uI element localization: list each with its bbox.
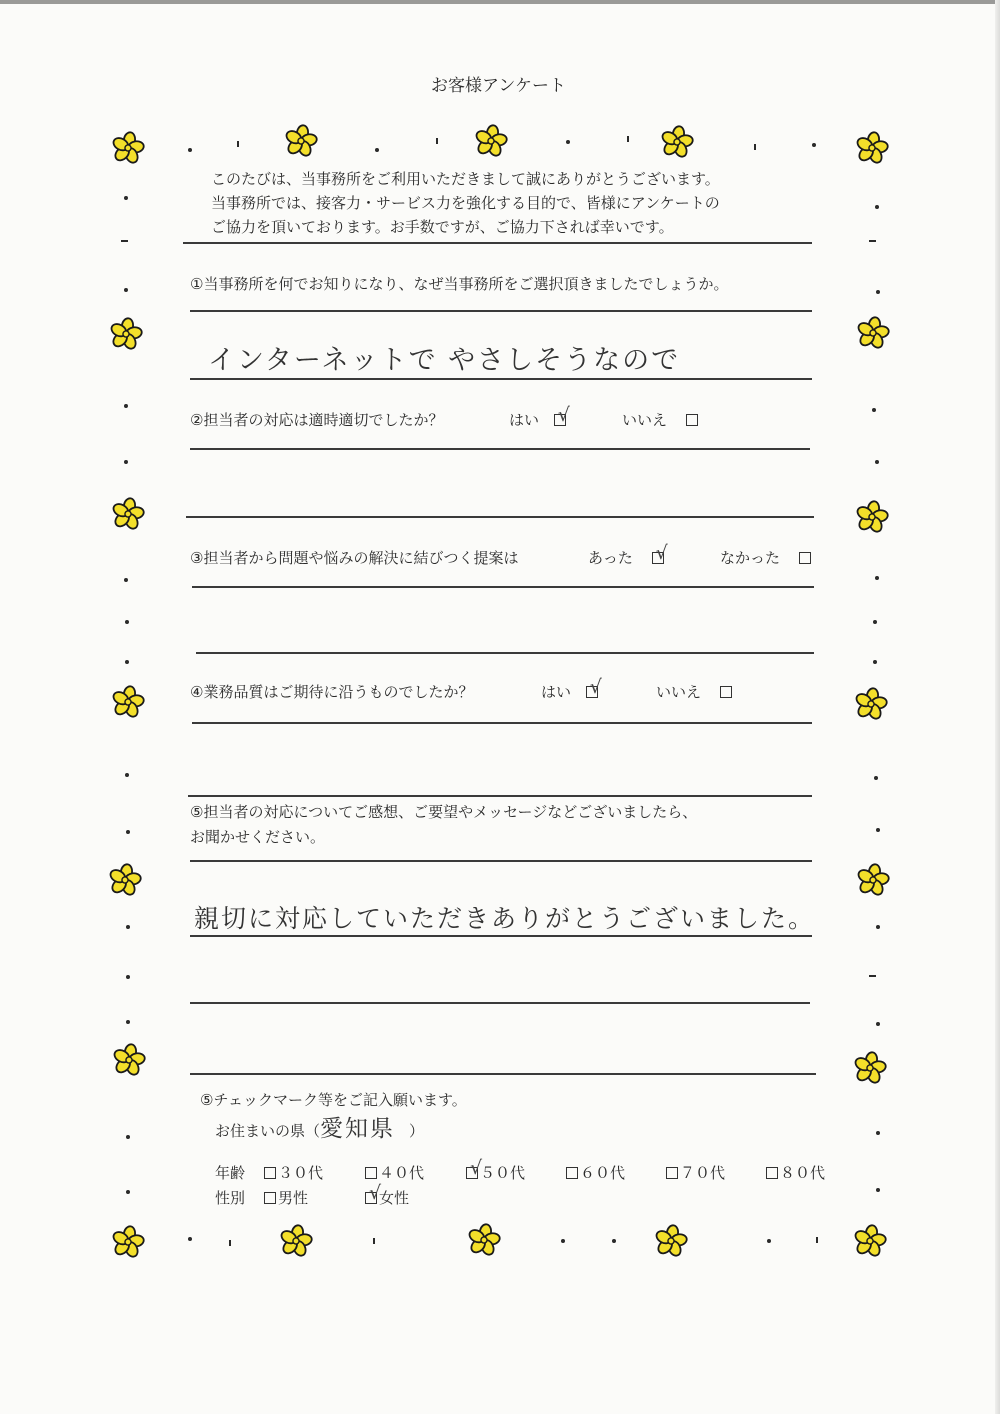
scan-edge-top	[0, 0, 1000, 4]
flower-center	[125, 511, 131, 517]
age-option-label: ７０代	[680, 1164, 726, 1182]
flower-center	[481, 1237, 487, 1243]
q5-rule-1	[190, 860, 812, 862]
age-checkbox[interactable]	[365, 1167, 377, 1179]
scan-edge-right	[995, 0, 1000, 1414]
border-dot	[126, 1190, 130, 1194]
border-dot	[124, 196, 128, 200]
flower-center	[488, 138, 494, 144]
flower-center	[674, 139, 680, 145]
q3-yes-check-mark: √	[655, 542, 668, 564]
q3-no-option	[720, 551, 813, 566]
flower-center	[125, 699, 131, 705]
age-option	[365, 1166, 424, 1181]
flower-icon	[473, 123, 509, 159]
q2-yes-label: はい	[509, 411, 540, 429]
flower-center	[869, 514, 875, 520]
age-check-mark: √	[470, 1157, 483, 1179]
age-label: 年齢	[215, 1164, 246, 1182]
age-checkbox[interactable]	[466, 1157, 483, 1179]
prefecture-close: ）	[409, 1122, 425, 1140]
border-dot	[124, 288, 128, 292]
border-dot	[876, 1131, 880, 1135]
intro-line-2: 当事務所では、接客力・サービス力を強化する目的で、皆様にアンケートの	[211, 194, 720, 212]
gender-label: 性別	[215, 1189, 246, 1207]
q3-yes-checkbox[interactable]	[652, 542, 668, 564]
flower-icon	[466, 1222, 502, 1258]
border-tick	[627, 136, 629, 142]
q4-rule-2	[188, 795, 812, 797]
gender-option-label: 男性	[278, 1189, 309, 1207]
border-dot	[126, 830, 130, 834]
flower-icon	[108, 316, 144, 352]
border-dot	[375, 148, 379, 152]
border-dot	[812, 143, 816, 147]
flower-icon	[278, 1223, 314, 1259]
border-dot	[126, 925, 130, 929]
q4-no-option	[656, 685, 734, 700]
flower-icon	[855, 862, 891, 898]
q2-no-option	[622, 413, 700, 428]
q4-question: ④業務品質はご期待に沿うものでしたか？	[190, 683, 474, 701]
flower-center	[870, 877, 876, 883]
flower-icon	[107, 862, 143, 898]
q2-rule-1	[190, 448, 810, 450]
flower-center	[867, 1238, 873, 1244]
border-tick	[373, 1238, 375, 1244]
flower-center	[123, 331, 129, 337]
border-dot	[126, 975, 130, 979]
gender-option	[264, 1191, 308, 1206]
flower-icon	[110, 684, 146, 720]
flower-center	[125, 145, 131, 151]
q4-yes-label: はい	[541, 683, 572, 701]
q2-yes-checkbox[interactable]	[554, 404, 570, 426]
survey-title: お客様アンケート	[431, 76, 566, 96]
border-dot	[876, 290, 880, 294]
q4-no-label: いいえ	[656, 683, 702, 701]
q2-no-label: いいえ	[622, 411, 668, 429]
q5-answer-handwritten: 親切に対応していただきありがとうございました。	[194, 904, 816, 933]
q4-yes-checkbox[interactable]	[586, 676, 602, 698]
flower-center	[870, 330, 876, 336]
border-dot	[873, 660, 877, 664]
flower-center	[126, 1057, 132, 1063]
border-dot	[876, 828, 880, 832]
border-tick	[754, 144, 756, 150]
q4-yes-option	[541, 676, 602, 701]
border-tick	[229, 1240, 231, 1246]
border-dot	[124, 578, 128, 582]
q5-question-line-1: ⑤担当者の対応についてご感想、ご要望やメッセージなどございましたら、	[190, 803, 698, 821]
border-dot	[873, 620, 877, 624]
q3-no-checkbox[interactable]	[799, 552, 811, 564]
q3-rule-1	[192, 586, 814, 588]
border-dot	[876, 1188, 880, 1192]
age-option-label: ４０代	[379, 1164, 425, 1182]
flower-icon	[111, 1042, 147, 1078]
border-dot	[125, 660, 129, 664]
q5-rule-4	[190, 1073, 816, 1075]
q2-yes-check-mark: √	[557, 404, 570, 426]
q2-rule-2	[186, 516, 814, 518]
border-dot	[126, 1020, 130, 1024]
flower-icon	[659, 124, 695, 160]
border-dot	[561, 1239, 565, 1243]
flower-icon	[853, 686, 889, 722]
flower-center	[867, 1065, 873, 1071]
q2-no-checkbox[interactable]	[686, 414, 698, 426]
flower-center	[298, 138, 304, 144]
border-dot	[188, 1237, 192, 1241]
gender-checkbox[interactable]	[365, 1182, 382, 1204]
q1-rule-2	[190, 378, 812, 380]
q4-rule-1	[192, 722, 812, 724]
flower-center	[125, 1239, 131, 1245]
flower-icon	[110, 1224, 146, 1260]
q3-yes-label: あった	[588, 549, 633, 567]
q5-rule-3	[190, 1002, 810, 1004]
border-dot	[876, 1022, 880, 1026]
flower-icon	[110, 130, 146, 166]
border-tick	[436, 138, 438, 144]
border-dot	[124, 404, 128, 408]
q1-question: ①当事務所を何でお知りになり、なぜ当事務所をご選択頂きましたでしょうか。	[190, 275, 729, 293]
gender-option	[365, 1182, 410, 1207]
flower-center	[293, 1238, 299, 1244]
q3-yes-option	[588, 542, 668, 567]
q5-question-line-2: お聞かせください。	[190, 828, 326, 846]
flower-icon	[110, 496, 146, 532]
intro-line-1: このたびは、当事務所をご利用いただきまして誠にありがとうございます。	[211, 170, 720, 188]
q3-question: ③担当者から問題や悩みの解決に結びつく提案は	[190, 549, 519, 567]
border-dot	[125, 773, 129, 777]
q6-heading: ⑤チェックマーク等をご記入願います。	[200, 1091, 467, 1109]
intro-rule	[183, 242, 812, 244]
border-tick	[237, 141, 239, 147]
age-option	[466, 1157, 526, 1182]
border-dot	[188, 148, 192, 152]
border-dot	[876, 925, 880, 929]
age-checkbox[interactable]	[666, 1167, 678, 1179]
age-checkbox[interactable]	[264, 1167, 276, 1179]
gender-check-mark: √	[369, 1182, 382, 1204]
q5-rule-2	[190, 935, 812, 937]
q3-no-label: なかった	[720, 549, 781, 567]
age-option-label: ３０代	[278, 1164, 324, 1182]
age-option-label: ５０代	[480, 1164, 526, 1182]
border-tick	[816, 1237, 818, 1243]
border-dash	[121, 240, 128, 242]
age-option-label: ８０代	[780, 1164, 826, 1182]
flower-center	[869, 145, 875, 151]
age-option	[566, 1166, 625, 1181]
age-option	[264, 1166, 323, 1181]
q4-yes-check-mark: √	[589, 676, 602, 698]
age-checkbox[interactable]	[566, 1167, 578, 1179]
border-dot	[124, 460, 128, 464]
age-option	[666, 1166, 725, 1181]
q3-rule-2	[196, 652, 814, 654]
q2-question: ②担当者の対応は適時適切でしたか？	[190, 411, 444, 429]
border-dot	[875, 460, 879, 464]
q4-no-checkbox[interactable]	[720, 686, 732, 698]
q2-yes-option	[509, 404, 570, 429]
prefecture-label: お住まいの県（	[215, 1122, 321, 1140]
border-dot	[126, 1135, 130, 1139]
border-dash	[869, 975, 876, 977]
border-dot	[874, 776, 878, 780]
age-option	[766, 1166, 825, 1181]
flower-center	[668, 1238, 674, 1244]
prefecture-row	[215, 1118, 424, 1141]
flower-center	[868, 701, 874, 707]
border-dot	[875, 205, 879, 209]
border-dot	[125, 620, 129, 624]
q1-rule-1	[190, 310, 812, 312]
flower-icon	[854, 130, 890, 166]
border-dot	[875, 576, 879, 580]
prefecture-value-handwritten[interactable]: 愛知県	[320, 1116, 396, 1142]
border-dot	[767, 1239, 771, 1243]
flower-icon	[283, 123, 319, 159]
flower-icon	[852, 1223, 888, 1259]
age-option-label: ６０代	[580, 1164, 626, 1182]
border-dot	[612, 1239, 616, 1243]
gender-checkbox[interactable]	[264, 1192, 276, 1204]
flower-center	[122, 877, 128, 883]
border-dot	[566, 140, 570, 144]
flower-icon	[653, 1223, 689, 1259]
border-dot	[872, 408, 876, 412]
gender-option-label: 女性	[379, 1189, 410, 1207]
intro-line-3: ご協力を頂いております。お手数ですが、ご協力下されば幸いです。	[211, 218, 674, 236]
flower-icon	[852, 1050, 888, 1086]
flower-icon	[854, 499, 890, 535]
q1-answer-handwritten: インターネットで やさしそうなので	[208, 345, 681, 376]
flower-icon	[855, 315, 891, 351]
age-checkbox[interactable]	[766, 1167, 778, 1179]
border-dash	[869, 240, 876, 242]
